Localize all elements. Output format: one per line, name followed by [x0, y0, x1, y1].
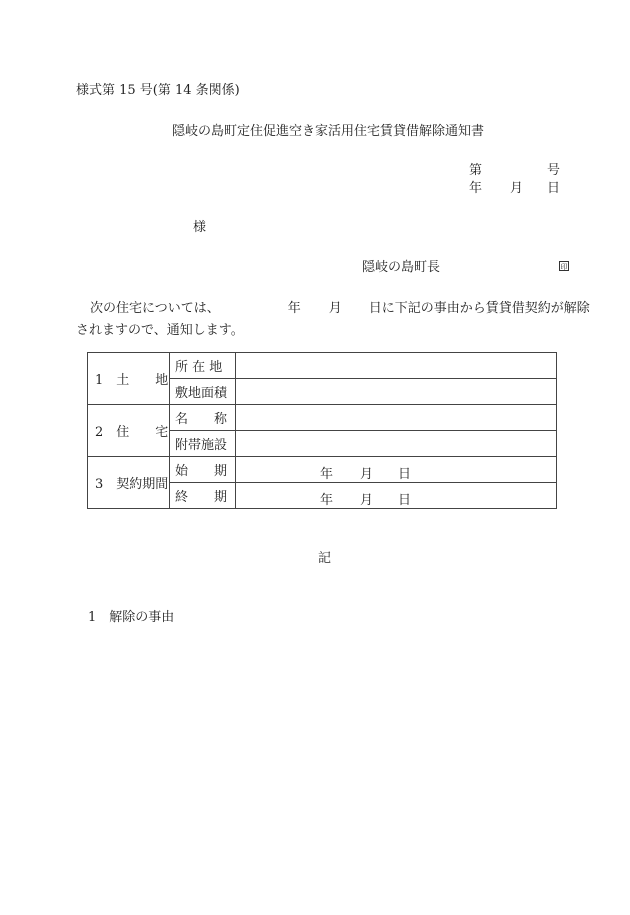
date-month-label: 月 — [510, 181, 524, 196]
body-text-year: 年 — [287, 301, 301, 316]
end-day-unit: 日 — [398, 493, 412, 508]
table-item-start: 始 期 — [170, 457, 236, 483]
body-text-part2: 日に下記の事由から賃貸借契約が解除 — [368, 301, 590, 316]
seal-mark: 印 — [560, 263, 568, 271]
body-text-month: 月 — [328, 301, 342, 316]
table-value-site-area[interactable] — [236, 379, 557, 405]
table-category-house: 2 住 宅 — [88, 405, 170, 457]
notice-number-prefix: 第 — [469, 163, 483, 178]
date-year-label: 年 — [469, 181, 483, 196]
notice-number-suffix: 号 — [547, 163, 561, 178]
body-text-line2: されますので、通知します。 — [76, 323, 244, 338]
form-number: 様式第 15 号(第 14 条関係) — [76, 83, 240, 98]
table-value-name[interactable] — [236, 405, 557, 431]
addressee-honorific: 様 — [193, 220, 207, 235]
table-item-site-area: 敷地面積 — [170, 379, 236, 405]
table-item-facilities: 附帯施設 — [170, 431, 236, 457]
table-value-start-date[interactable] — [236, 457, 557, 483]
start-year-unit: 年 — [320, 467, 334, 482]
table-category-contract-period: 3 契約期間 — [88, 457, 170, 509]
table-value-facilities[interactable] — [236, 431, 557, 457]
end-month-unit: 月 — [360, 493, 374, 508]
table-value-location[interactable] — [236, 353, 557, 379]
table-category-land: 1 土 地 — [88, 353, 170, 405]
page-title: 隠岐の島町定住促進空き家活用住宅賃貸借解除通知書 — [172, 124, 485, 139]
property-table — [87, 352, 557, 509]
reason-heading: 1 解除の事由 — [88, 610, 175, 625]
table-item-location: 所 在 地 — [170, 353, 236, 379]
table-row — [88, 457, 557, 483]
ki-heading: 記 — [318, 551, 332, 566]
table-value-end-date[interactable] — [236, 483, 557, 509]
table-item-end: 終 期 — [170, 483, 236, 509]
end-year-unit: 年 — [320, 493, 334, 508]
table-row — [88, 353, 557, 379]
table-item-name: 名 称 — [170, 405, 236, 431]
table-row — [88, 405, 557, 431]
start-day-unit: 日 — [398, 467, 412, 482]
date-day-label: 日 — [547, 181, 561, 196]
body-text-part1: 次の住宅については、 — [90, 301, 220, 316]
start-month-unit: 月 — [360, 467, 374, 482]
issuer-name: 隠岐の島町長 — [362, 260, 441, 275]
body-text — [76, 298, 590, 342]
